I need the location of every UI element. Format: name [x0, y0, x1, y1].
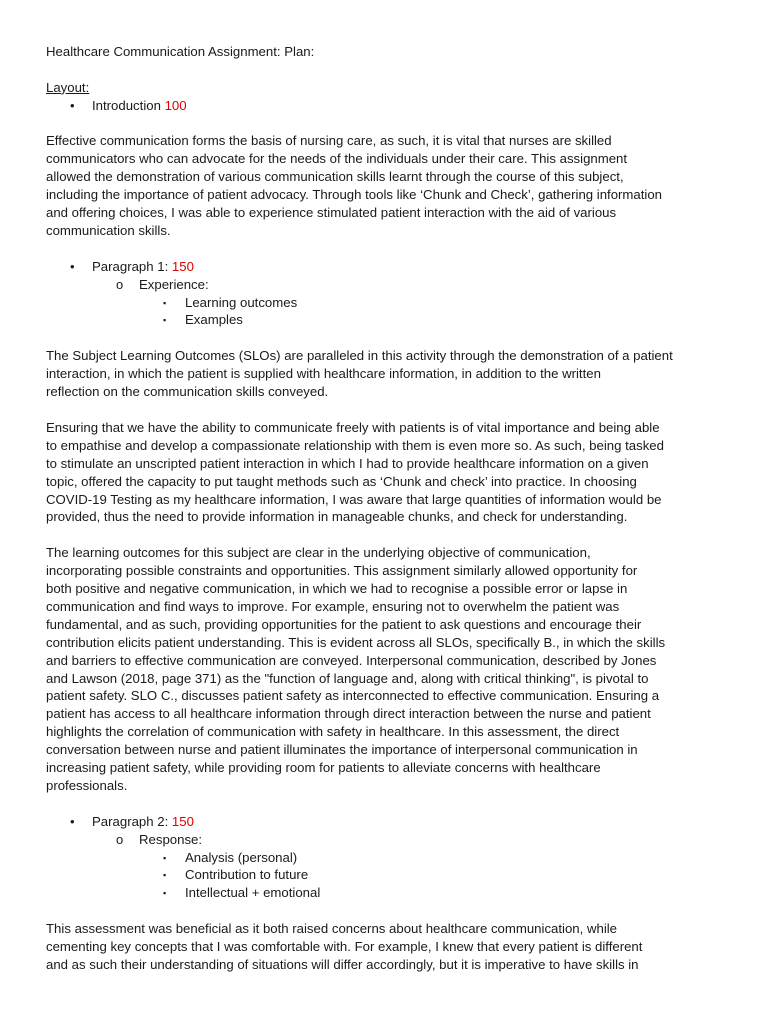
text-line: communication skills.: [46, 223, 171, 239]
sub-bullet-response: [46, 831, 728, 849]
experience-label: Experience:: [139, 276, 209, 292]
square-bullet-icon: ▪: [163, 297, 167, 308]
filled-bullet-icon: •: [70, 813, 75, 829]
spacer: [46, 902, 728, 920]
text-line: Effective communication forms the basis of nursing care, as such, it is vital that nurses are skilled: [46, 133, 612, 149]
intro-label: Introduction: [92, 97, 165, 113]
spacer: [46, 115, 728, 133]
text-line: COVID-19 Testing as my healthcare information, I was aware that large quantities of information would be: [46, 491, 662, 507]
text-line: The learning outcomes for this subject are clear in the underlying objective of communication,: [46, 545, 591, 561]
text-line: Ensuring that we have the ability to communicate freely with patients is of vital importance and being able: [46, 419, 660, 435]
sub-sub-bullet-learning-outcomes: [46, 294, 728, 312]
text-line: provided, thus the need to provide information in manageable chunks, and check for understanding.: [46, 509, 628, 525]
text-line: conversation between nurse and patient illuminates the importance of interpersonal communication in: [46, 742, 638, 758]
paragraph2-label: Paragraph 2:: [92, 813, 172, 829]
text-line: communication and find ways to improve. For example, ensuring not to overwhelm the patient was: [46, 598, 620, 614]
text-line: and offering choices, I was able to experience stimulated patient interaction with the aid of various: [46, 205, 617, 221]
text-line: patient has access to all healthcare information through direct interaction between the nurse and patient: [46, 706, 651, 722]
text-line: The Subject Learning Outcomes (SLOs) are paralleled in this activity through the demonstration of a patient: [46, 348, 673, 364]
square-bullet-icon: ▪: [163, 315, 167, 326]
document-title: Healthcare Communication Assignment: Plan:: [46, 44, 315, 59]
text-line: increasing patient safety, while providing room for patients to alleviate concerns with healthcare: [46, 760, 601, 776]
filled-bullet-icon: •: [70, 258, 75, 274]
text-line: to stimulate an unscripted patient interaction in which I had to provide healthcare information on a given: [46, 455, 649, 471]
sub-sub-bullet-analysis: [46, 849, 728, 867]
sub-sub-bullet-contribution: [46, 866, 728, 884]
sub-sub-bullet-intellectual: [46, 884, 728, 902]
hollow-bullet-icon: o: [116, 276, 124, 292]
text-line: to empathise and develop a compassionate relationship with them is even more so. As such, being tasked: [46, 437, 664, 453]
square-bullet-icon: ▪: [163, 870, 167, 881]
text-line: interaction, in which the patient is supplied with healthcare information, in addition to the written: [46, 366, 601, 382]
square-bullet-icon: ▪: [163, 852, 167, 863]
examples-label: Examples: [185, 312, 243, 328]
sub-sub-bullet-examples: [46, 311, 728, 329]
text-line: both positive and negative communication, in which we had to recognise a possible error or lapse in: [46, 581, 628, 597]
text-line: patient safety. SLO C., discusses patient safety as interconnected to effective communication. Ensuring a: [46, 688, 660, 704]
sub-bullet-experience: [46, 276, 728, 294]
text-line: reflection on the communication skills conveyed.: [46, 384, 329, 400]
text-line: contribution elicits patient understanding. This is evident across all SLOs, specifically B., in which the skills: [46, 634, 666, 650]
filled-bullet-icon: •: [70, 97, 75, 113]
text-line: and as such their understanding of situations will differ accordingly, but it is imperative to have skills in: [46, 956, 639, 972]
intellectual-label: Intellectual + emotional: [185, 885, 321, 901]
bullet-paragraph-1: [46, 258, 728, 276]
bullet-paragraph-2: [46, 813, 728, 831]
text-line: professionals.: [46, 777, 128, 793]
text-line: allowed the demonstration of various communication skills learnt through the course of this subject,: [46, 169, 624, 185]
paragraph-ensuring: [46, 419, 728, 526]
text-line: topic, offered the capacity to put taught methods such as ‘Chunk and check’ into practice. In choosing: [46, 473, 637, 489]
spacer: [46, 329, 728, 347]
text-line: and Lawson (2018, page 371) as the "function of language and, along with critical thinking", is pivotal to: [46, 670, 649, 686]
text-line: and barriers to effective communication are conveyed. Interpersonal communication, described by Jones: [46, 652, 657, 668]
text-line: communicators who can advocate for the needs of the individuals under their care. This assignment: [46, 151, 628, 167]
analysis-label: Analysis (personal): [185, 849, 298, 865]
learning-outcomes-label: Learning outcomes: [185, 294, 298, 310]
paragraph1-word-count: 150: [171, 258, 194, 274]
hollow-bullet-icon: o: [116, 831, 124, 847]
contribution-label: Contribution to future: [185, 867, 309, 883]
text-line: highlights the correlation of communication with safety in healthcare. In this assessment, the direct: [46, 724, 620, 740]
text-line: including the importance of patient advocacy. Through tools like ‘Chunk and Check’, gathering information: [46, 187, 663, 203]
text-line: incorporating possible constraints and opportunities. This assignment similarly allowed opportunity for: [46, 563, 638, 579]
paragraph-slo: [46, 347, 728, 401]
paragraph2-word-count: 150: [171, 813, 194, 829]
layout-heading: Layout:: [46, 79, 90, 95]
paragraph-assessment: [46, 920, 728, 974]
bullet-introduction: [46, 97, 728, 115]
intro-paragraph: [46, 132, 728, 239]
square-bullet-icon: ▪: [163, 888, 167, 899]
paragraph1-label: Paragraph 1:: [92, 258, 172, 274]
response-label: Response:: [139, 831, 203, 847]
paragraph-learning-outcomes: [46, 544, 728, 795]
text-line: This assessment was beneficial as it both raised concerns about healthcare communication, while: [46, 921, 618, 937]
text-line: cementing key concepts that I was comfortable with. For example, I knew that every patient is different: [46, 939, 643, 955]
intro-word-count: 100: [164, 97, 187, 113]
text-line: fundamental, and as such, providing opportunities for the patient to ask questions and encourage their: [46, 616, 642, 632]
